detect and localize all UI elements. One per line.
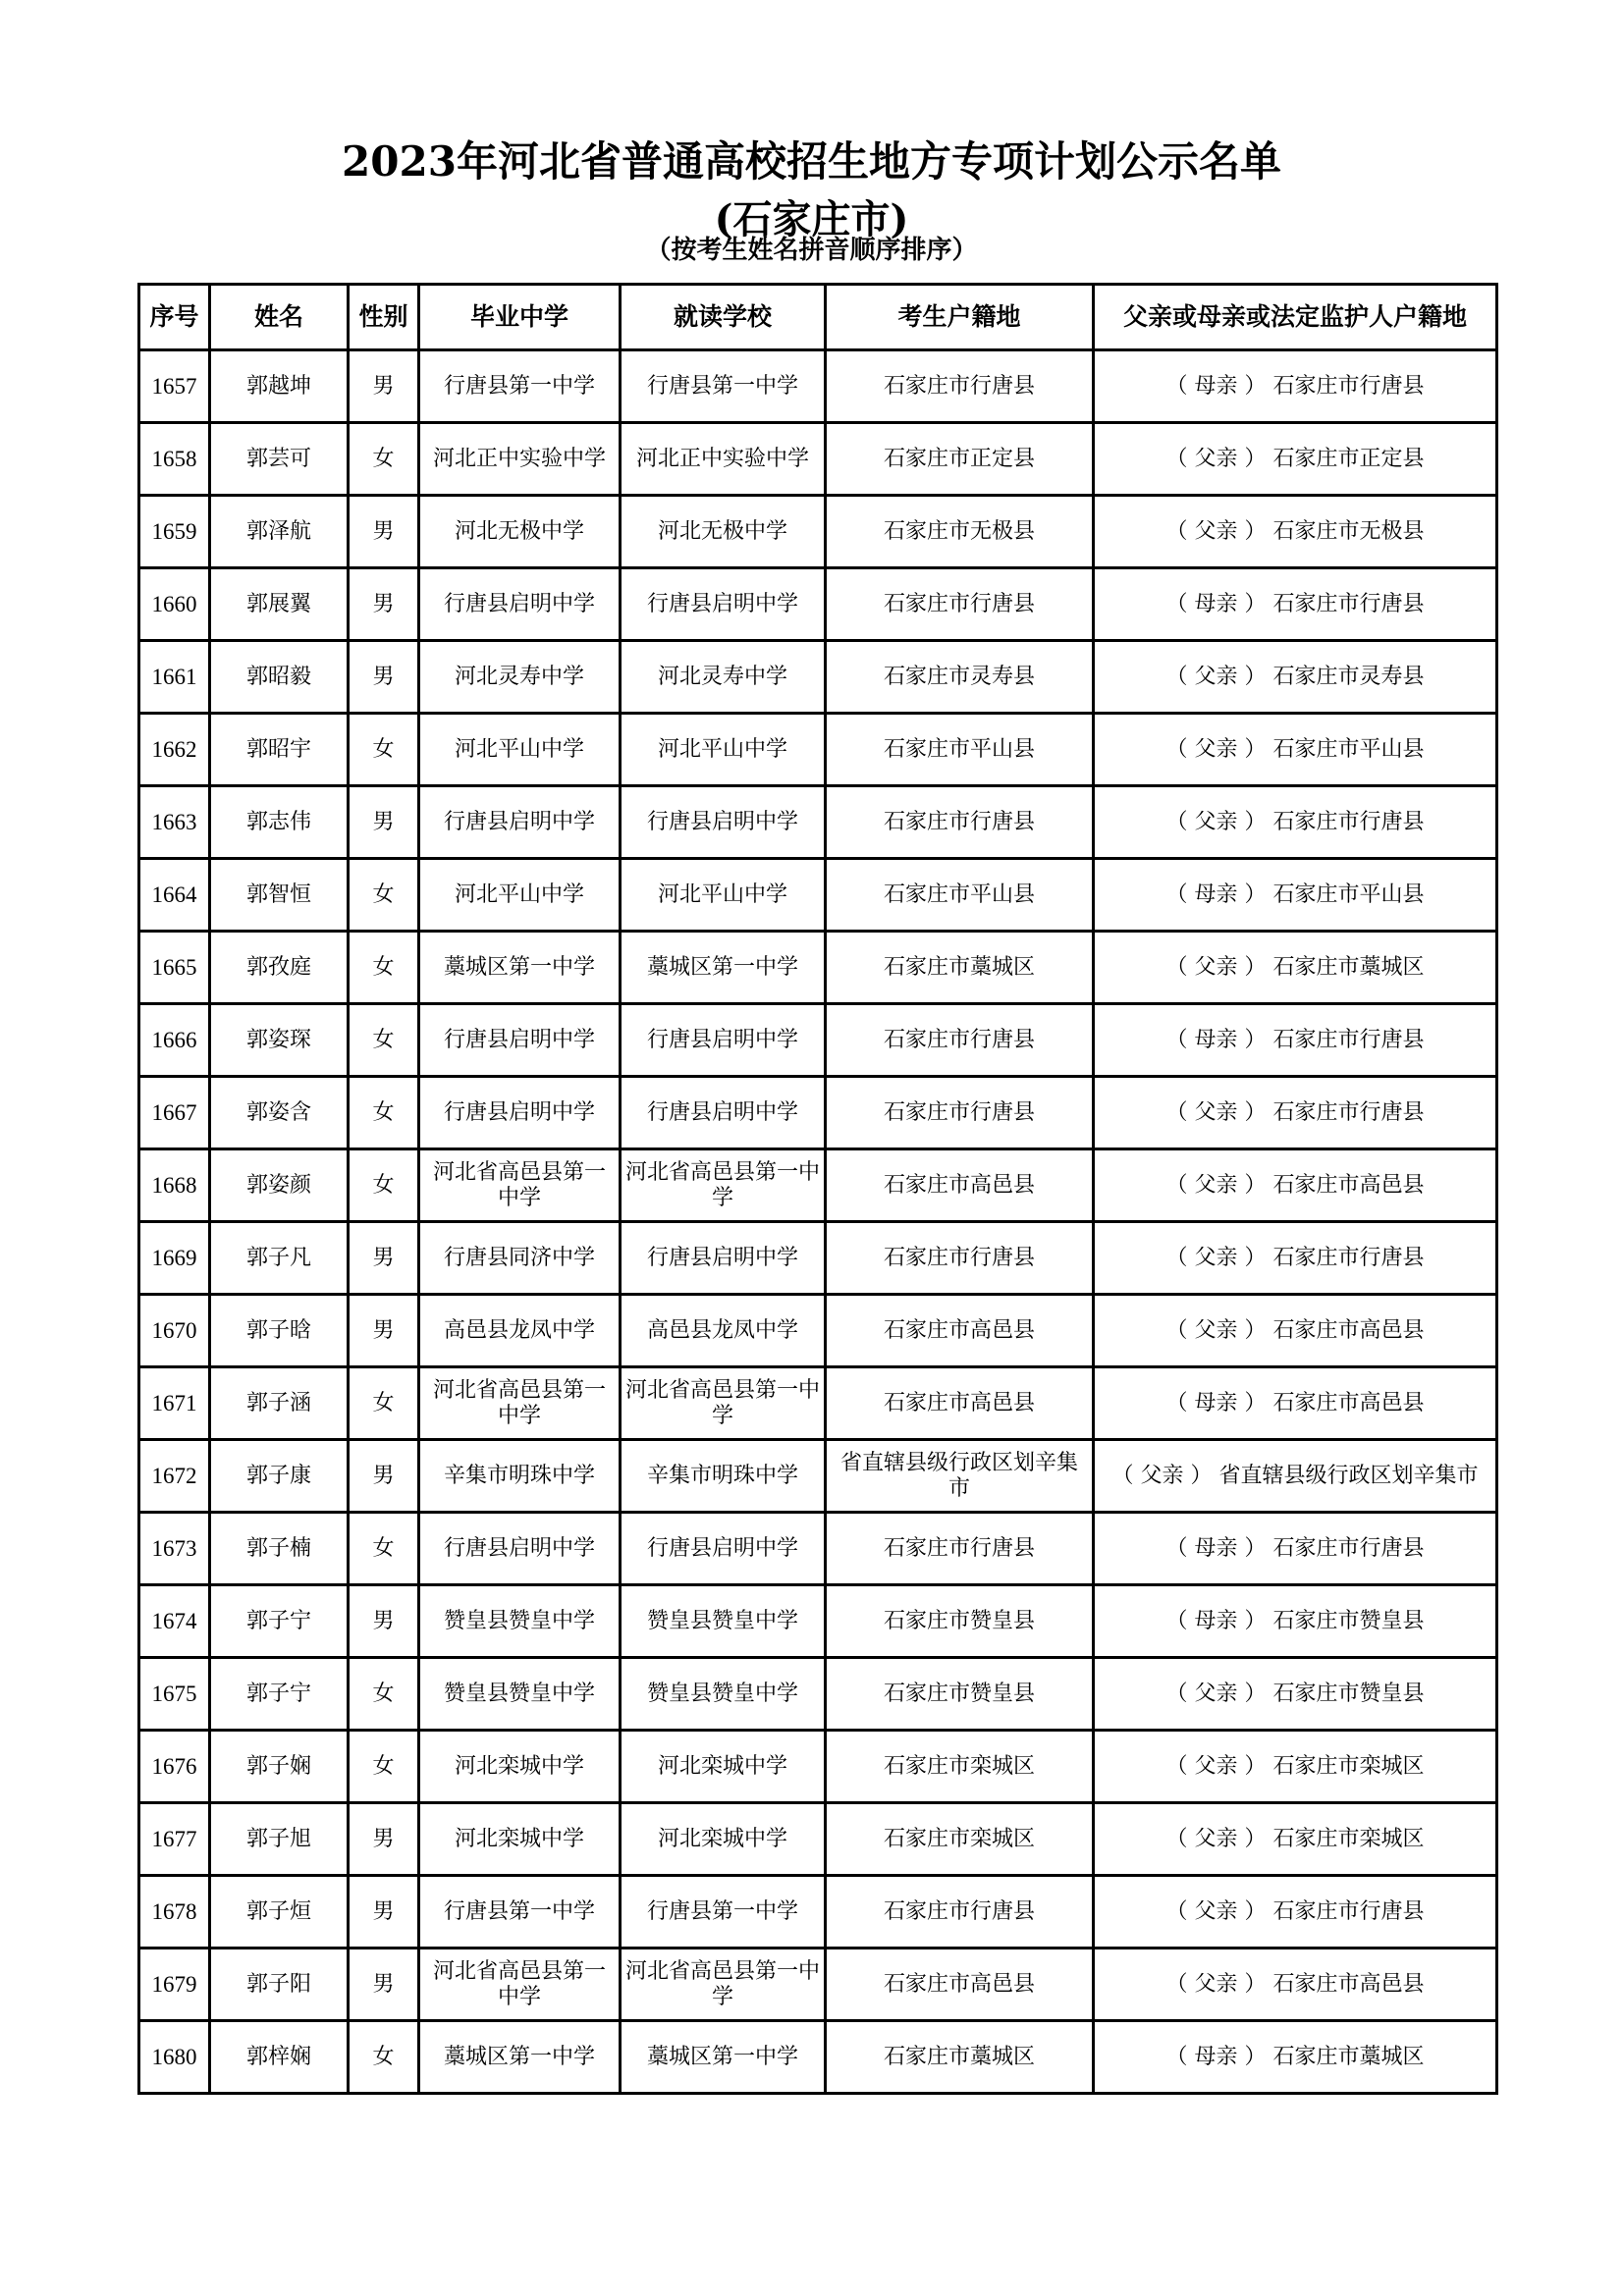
cell-guardian-registration: （ 父亲 ） 石家庄市赞皇县 [1094, 1658, 1497, 1731]
cell-guardian-registration: （ 父亲 ） 石家庄市行唐县 [1094, 1222, 1497, 1295]
cell-index: 1662 [139, 714, 210, 786]
cell-household-registration: 石家庄市行唐县 [826, 568, 1094, 641]
cell-graduated-school: 藁城区第一中学 [419, 2021, 621, 2094]
table-row [139, 2021, 1497, 2094]
cell-index: 1676 [139, 1731, 210, 1803]
cell-graduated-school: 高邑县龙凤中学 [419, 1295, 621, 1367]
cell-household-registration: 石家庄市行唐县 [826, 786, 1094, 859]
cell-household-registration: 石家庄市平山县 [826, 859, 1094, 932]
document-title: 2023年河北省普通高校招生地方专项计划公示名单 [342, 137, 1281, 186]
cell-gender: 男 [349, 350, 419, 423]
cell-name: 郭子宁 [210, 1658, 349, 1731]
cell-current-school: 行唐县启明中学 [621, 1004, 826, 1077]
table-row [139, 1876, 1497, 1949]
cell-current-school: 河北平山中学 [621, 859, 826, 932]
header-index: 序号 [139, 285, 210, 350]
header-gender: 性别 [349, 285, 419, 350]
cell-name: 郭智恒 [210, 859, 349, 932]
table-row [139, 423, 1497, 496]
cell-name: 郭子烜 [210, 1876, 349, 1949]
table-row [139, 1949, 1497, 2021]
table-row [139, 1222, 1497, 1295]
cell-graduated-school: 河北平山中学 [419, 859, 621, 932]
table-row [139, 350, 1497, 423]
cell-index: 1671 [139, 1367, 210, 1440]
cell-name: 郭子楠 [210, 1513, 349, 1585]
cell-graduated-school: 河北栾城中学 [419, 1731, 621, 1803]
cell-household-registration: 石家庄市栾城区 [826, 1803, 1094, 1876]
cell-graduated-school: 行唐县启明中学 [419, 786, 621, 859]
cell-name: 郭子康 [210, 1440, 349, 1513]
cell-household-registration: 石家庄市灵寿县 [826, 641, 1094, 714]
cell-household-registration: 石家庄市藁城区 [826, 2021, 1094, 2094]
table-row [139, 932, 1497, 1004]
cell-index: 1660 [139, 568, 210, 641]
cell-gender: 女 [349, 423, 419, 496]
cell-graduated-school: 行唐县同济中学 [419, 1222, 621, 1295]
table-row [139, 496, 1497, 568]
cell-household-registration: 石家庄市赞皇县 [826, 1585, 1094, 1658]
cell-index: 1679 [139, 1949, 210, 2021]
header-current-school: 就读学校 [621, 285, 826, 350]
cell-guardian-registration: （ 母亲 ） 石家庄市平山县 [1094, 859, 1497, 932]
cell-current-school: 河北栾城中学 [621, 1731, 826, 1803]
cell-name: 郭子宁 [210, 1585, 349, 1658]
cell-current-school: 河北省高邑县第一中学 [621, 1367, 826, 1440]
table-row [139, 1077, 1497, 1149]
table-row [139, 1367, 1497, 1440]
cell-guardian-registration: （ 父亲 ） 石家庄市行唐县 [1094, 1077, 1497, 1149]
cell-guardian-registration: （ 父亲 ） 石家庄市栾城区 [1094, 1803, 1497, 1876]
cell-index: 1678 [139, 1876, 210, 1949]
cell-index: 1667 [139, 1077, 210, 1149]
cell-graduated-school: 行唐县启明中学 [419, 1004, 621, 1077]
cell-name: 郭姿含 [210, 1077, 349, 1149]
cell-guardian-registration: （ 父亲 ） 石家庄市正定县 [1094, 423, 1497, 496]
header-name: 姓名 [210, 285, 349, 350]
cell-guardian-registration: （ 父亲 ） 石家庄市高邑县 [1094, 1149, 1497, 1222]
cell-graduated-school: 赞皇县赞皇中学 [419, 1585, 621, 1658]
cell-current-school: 行唐县第一中学 [621, 1876, 826, 1949]
cell-graduated-school: 赞皇县赞皇中学 [419, 1658, 621, 1731]
cell-name: 郭子涵 [210, 1367, 349, 1440]
header-guardian-registration: 父亲或母亲或法定监护人户籍地 [1094, 285, 1497, 350]
table-row [139, 641, 1497, 714]
applicant-table [137, 283, 1498, 2095]
cell-gender: 女 [349, 859, 419, 932]
table-row [139, 568, 1497, 641]
cell-name: 郭展翼 [210, 568, 349, 641]
table-row [139, 714, 1497, 786]
cell-household-registration: 石家庄市行唐县 [826, 1513, 1094, 1585]
cell-name: 郭芸可 [210, 423, 349, 496]
cell-guardian-registration: （ 父亲 ） 省直辖县级行政区划辛集市 [1094, 1440, 1497, 1513]
cell-graduated-school: 藁城区第一中学 [419, 932, 621, 1004]
cell-current-school: 河北栾城中学 [621, 1803, 826, 1876]
cell-household-registration: 石家庄市行唐县 [826, 1222, 1094, 1295]
cell-index: 1680 [139, 2021, 210, 2094]
cell-current-school: 行唐县启明中学 [621, 786, 826, 859]
cell-name: 郭姿琛 [210, 1004, 349, 1077]
cell-current-school: 辛集市明珠中学 [621, 1440, 826, 1513]
cell-current-school: 河北平山中学 [621, 714, 826, 786]
cell-graduated-school: 行唐县启明中学 [419, 1513, 621, 1585]
cell-gender: 男 [349, 568, 419, 641]
cell-index: 1670 [139, 1295, 210, 1367]
cell-gender: 女 [349, 714, 419, 786]
cell-graduated-school: 河北灵寿中学 [419, 641, 621, 714]
cell-graduated-school: 河北省高邑县第一中学 [419, 1949, 621, 2021]
cell-name: 郭子娴 [210, 1731, 349, 1803]
cell-name: 郭志伟 [210, 786, 349, 859]
cell-household-registration: 石家庄市高邑县 [826, 1949, 1094, 2021]
cell-guardian-registration: （ 父亲 ） 石家庄市高邑县 [1094, 1295, 1497, 1367]
cell-household-registration: 石家庄市赞皇县 [826, 1658, 1094, 1731]
cell-graduated-school: 行唐县第一中学 [419, 350, 621, 423]
header-household-registration: 考生户籍地 [826, 285, 1094, 350]
cell-current-school: 行唐县第一中学 [621, 350, 826, 423]
table-row [139, 1295, 1497, 1367]
cell-current-school: 赞皇县赞皇中学 [621, 1658, 826, 1731]
cell-gender: 女 [349, 1367, 419, 1440]
cell-current-school: 河北省高邑县第一中学 [621, 1949, 826, 2021]
cell-gender: 男 [349, 1585, 419, 1658]
cell-graduated-school: 行唐县启明中学 [419, 568, 621, 641]
cell-current-school: 藁城区第一中学 [621, 2021, 826, 2094]
cell-index: 1666 [139, 1004, 210, 1077]
cell-gender: 女 [349, 1149, 419, 1222]
cell-guardian-registration: （ 母亲 ） 石家庄市高邑县 [1094, 1367, 1497, 1440]
table-row [139, 1803, 1497, 1876]
cell-household-registration: 石家庄市藁城区 [826, 932, 1094, 1004]
cell-name: 郭子阳 [210, 1949, 349, 2021]
cell-guardian-registration: （ 父亲 ） 石家庄市高邑县 [1094, 1949, 1497, 2021]
cell-index: 1675 [139, 1658, 210, 1731]
cell-index: 1677 [139, 1803, 210, 1876]
cell-guardian-registration: （ 父亲 ） 石家庄市灵寿县 [1094, 641, 1497, 714]
cell-index: 1664 [139, 859, 210, 932]
table-row [139, 1731, 1497, 1803]
cell-gender: 女 [349, 1513, 419, 1585]
cell-index: 1672 [139, 1440, 210, 1513]
cell-index: 1661 [139, 641, 210, 714]
cell-household-registration: 石家庄市平山县 [826, 714, 1094, 786]
cell-name: 郭姿颜 [210, 1149, 349, 1222]
cell-gender: 女 [349, 1731, 419, 1803]
cell-graduated-school: 河北无极中学 [419, 496, 621, 568]
cell-index: 1674 [139, 1585, 210, 1658]
cell-graduated-school: 行唐县第一中学 [419, 1876, 621, 1949]
cell-graduated-school: 河北平山中学 [419, 714, 621, 786]
cell-household-registration: 石家庄市高邑县 [826, 1295, 1094, 1367]
cell-graduated-school: 河北栾城中学 [419, 1803, 621, 1876]
cell-graduated-school: 河北正中实验中学 [419, 423, 621, 496]
cell-current-school: 高邑县龙凤中学 [621, 1295, 826, 1367]
cell-gender: 男 [349, 1803, 419, 1876]
cell-graduated-school: 行唐县启明中学 [419, 1077, 621, 1149]
table-row [139, 1004, 1497, 1077]
cell-graduated-school: 河北省高邑县第一中学 [419, 1149, 621, 1222]
cell-gender: 男 [349, 786, 419, 859]
cell-gender: 女 [349, 1077, 419, 1149]
sort-note: （按考生姓名拼音顺序排序） [645, 236, 978, 265]
cell-guardian-registration: （ 父亲 ） 石家庄市行唐县 [1094, 1876, 1497, 1949]
table-row [139, 1440, 1497, 1513]
cell-household-registration: 石家庄市行唐县 [826, 1004, 1094, 1077]
cell-current-school: 赞皇县赞皇中学 [621, 1585, 826, 1658]
cell-current-school: 行唐县启明中学 [621, 1513, 826, 1585]
cell-gender: 女 [349, 932, 419, 1004]
document-subtitle: (石家庄市) [714, 196, 909, 242]
cell-current-school: 河北正中实验中学 [621, 423, 826, 496]
cell-household-registration: 省直辖县级行政区划辛集市 [826, 1440, 1094, 1513]
cell-current-school: 河北省高邑县第一中学 [621, 1149, 826, 1222]
cell-index: 1663 [139, 786, 210, 859]
cell-gender: 男 [349, 641, 419, 714]
cell-household-registration: 石家庄市行唐县 [826, 1876, 1094, 1949]
cell-gender: 男 [349, 1876, 419, 1949]
cell-household-registration: 石家庄市行唐县 [826, 350, 1094, 423]
cell-name: 郭昭毅 [210, 641, 349, 714]
table-row [139, 1513, 1497, 1585]
cell-guardian-registration: （ 母亲 ） 石家庄市行唐县 [1094, 568, 1497, 641]
cell-gender: 男 [349, 1440, 419, 1513]
cell-index: 1673 [139, 1513, 210, 1585]
cell-name: 郭泽航 [210, 496, 349, 568]
cell-name: 郭梓娴 [210, 2021, 349, 2094]
cell-index: 1668 [139, 1149, 210, 1222]
cell-gender: 男 [349, 1949, 419, 2021]
cell-guardian-registration: （ 父亲 ） 石家庄市平山县 [1094, 714, 1497, 786]
cell-household-registration: 石家庄市行唐县 [826, 1077, 1094, 1149]
table-row [139, 859, 1497, 932]
cell-gender: 男 [349, 1222, 419, 1295]
cell-household-registration: 石家庄市高邑县 [826, 1149, 1094, 1222]
table-row [139, 1585, 1497, 1658]
cell-gender: 女 [349, 2021, 419, 2094]
cell-current-school: 藁城区第一中学 [621, 932, 826, 1004]
cell-current-school: 行唐县启明中学 [621, 1222, 826, 1295]
cell-household-registration: 石家庄市高邑县 [826, 1367, 1094, 1440]
cell-gender: 女 [349, 1004, 419, 1077]
cell-name: 郭子凡 [210, 1222, 349, 1295]
cell-current-school: 行唐县启明中学 [621, 568, 826, 641]
cell-guardian-registration: （ 父亲 ） 石家庄市无极县 [1094, 496, 1497, 568]
cell-current-school: 行唐县启明中学 [621, 1077, 826, 1149]
cell-name: 郭昭宇 [210, 714, 349, 786]
cell-household-registration: 石家庄市无极县 [826, 496, 1094, 568]
cell-current-school: 河北无极中学 [621, 496, 826, 568]
cell-household-registration: 石家庄市正定县 [826, 423, 1094, 496]
cell-guardian-registration: （ 父亲 ） 石家庄市栾城区 [1094, 1731, 1497, 1803]
cell-guardian-registration: （ 母亲 ） 石家庄市行唐县 [1094, 1513, 1497, 1585]
header-graduated-school: 毕业中学 [419, 285, 621, 350]
cell-household-registration: 石家庄市栾城区 [826, 1731, 1094, 1803]
cell-name: 郭孜庭 [210, 932, 349, 1004]
table-header-row [139, 285, 1497, 350]
cell-gender: 女 [349, 1658, 419, 1731]
cell-graduated-school: 辛集市明珠中学 [419, 1440, 621, 1513]
cell-guardian-registration: （ 母亲 ） 石家庄市行唐县 [1094, 350, 1497, 423]
cell-guardian-registration: （ 母亲 ） 石家庄市行唐县 [1094, 1004, 1497, 1077]
cell-gender: 男 [349, 1295, 419, 1367]
cell-index: 1665 [139, 932, 210, 1004]
cell-index: 1659 [139, 496, 210, 568]
cell-guardian-registration: （ 父亲 ） 石家庄市行唐县 [1094, 786, 1497, 859]
cell-gender: 男 [349, 496, 419, 568]
cell-index: 1657 [139, 350, 210, 423]
cell-current-school: 河北灵寿中学 [621, 641, 826, 714]
cell-guardian-registration: （ 母亲 ） 石家庄市藁城区 [1094, 2021, 1497, 2094]
cell-index: 1658 [139, 423, 210, 496]
cell-name: 郭子旭 [210, 1803, 349, 1876]
cell-guardian-registration: （ 母亲 ） 石家庄市赞皇县 [1094, 1585, 1497, 1658]
table-row [139, 1658, 1497, 1731]
cell-name: 郭越坤 [210, 350, 349, 423]
cell-guardian-registration: （ 父亲 ） 石家庄市藁城区 [1094, 932, 1497, 1004]
table-row [139, 1149, 1497, 1222]
cell-index: 1669 [139, 1222, 210, 1295]
table-row [139, 786, 1497, 859]
cell-name: 郭子晗 [210, 1295, 349, 1367]
cell-graduated-school: 河北省高邑县第一中学 [419, 1367, 621, 1440]
